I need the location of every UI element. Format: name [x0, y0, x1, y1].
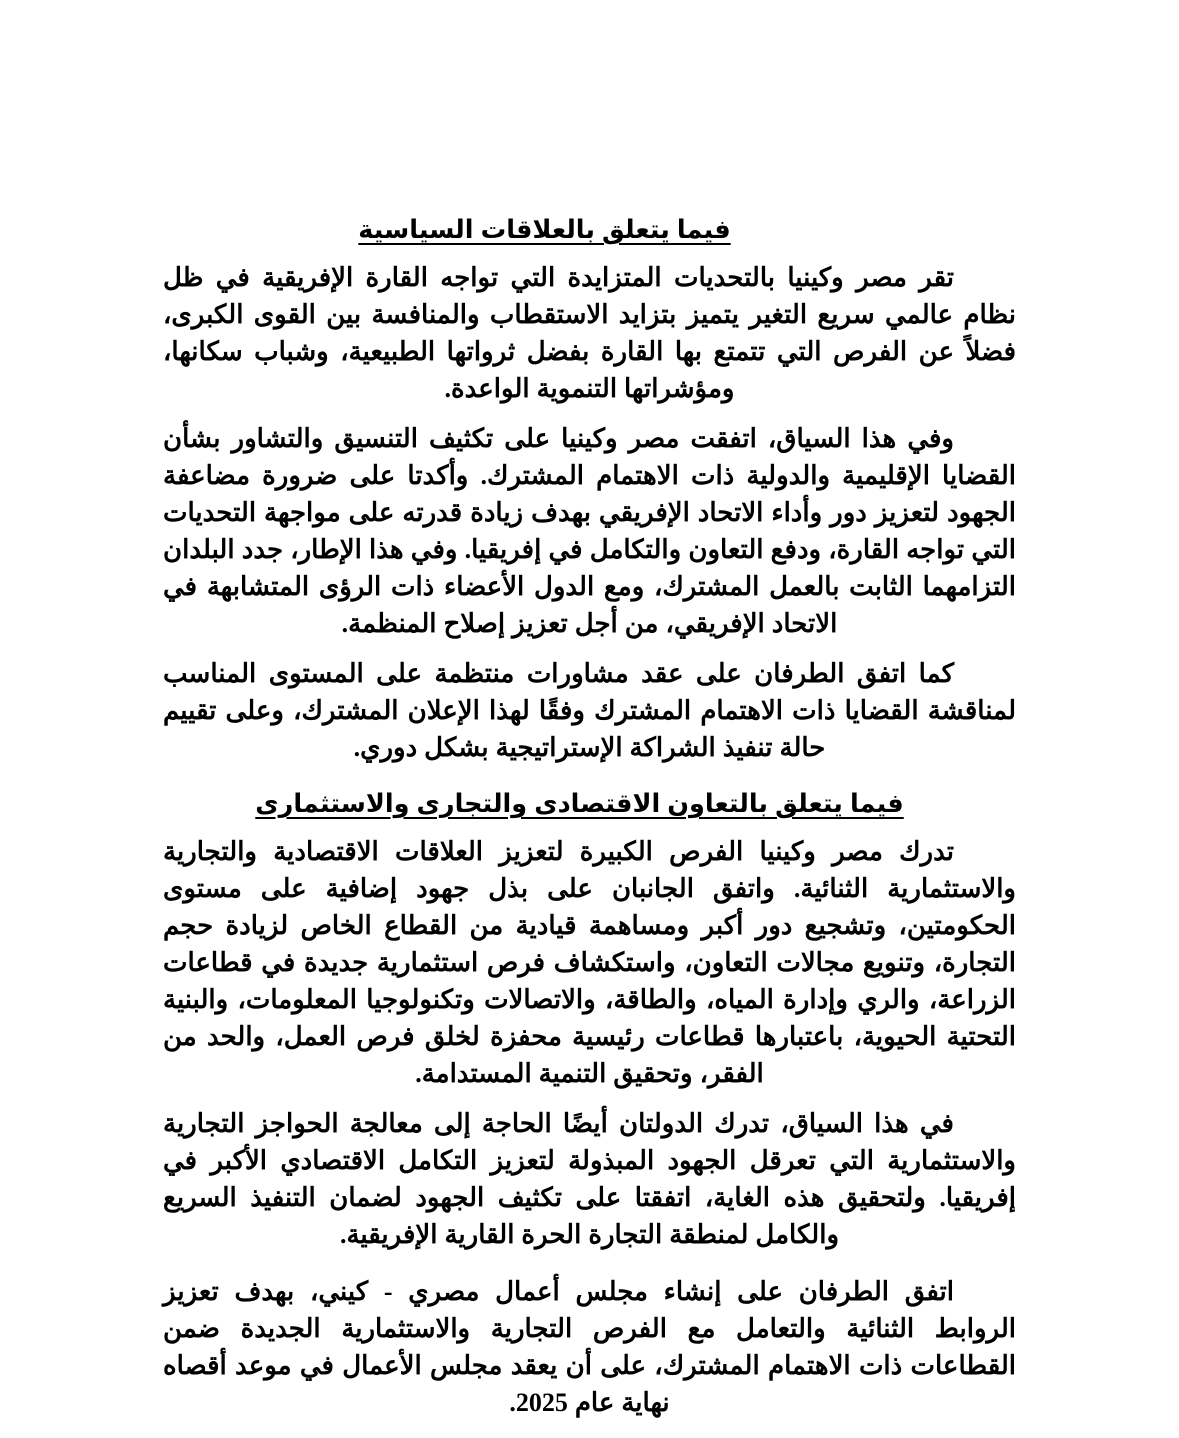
paragraph-regular-consultations: كما اتفق الطرفان على عقد مشاورات منتظمة على المستوى المناسب لمناقشة القضايا ذات الاهتمام المشترك وفقًا لهذا الإعلان المشترك، وعلى تقييم حالة تنفيذ الشراكة الإستراتيجية بشكل دوري.	[163, 659, 1016, 762]
paragraph-business-council: اتفق الطرفان على إنشاء مجلس أعمال مصري - كيني، بهدف تعزيز الروابط الثنائية والتعامل مع الفرص التجارية والاستثمارية الجديدة ضمن القطاعات ذات الاهتمام المشترك، على أن يعقد مجلس الأعمال في موعد أقصاه نهاية عام 2025.	[163, 1277, 1016, 1417]
paragraph-political-challenges: تقر مصر وكينيا بالتحديات المتزايدة التي تواجه القارة الإفريقية في ظل نظام عالمي سريع التغير يتميز بتزايد الاستقطاب والمنافسة بين القوى الكبرى، فضلاً عن الفرص التي تتمتع بها القارة بفضل ثرواتها الطبيعية، وشباب سكانها، ومؤشراتها التنموية الواعدة.	[163, 263, 1016, 403]
paragraph-coordination-consultation: وفي هذا السياق، اتفقت مصر وكينيا على تكثيف التنسيق والتشاور بشأن القضايا الإقليمية والدولية ذات الاهتمام المشترك. وأكدتا على ضرورة مضاعفة الجهود لتعزيز دور وأداء الاتحاد الإفريقي بهدف زيادة قدرته على مواجهة التحديات التي تواجه القارة، ودفع التعاون والتكامل في إفريقيا. وفي هذا الإطار، جدد البلدان التزامهما الثابت بالعمل المشترك، ومع الدول الأعضاء ذات الرؤى المتشابهة في الاتحاد الإفريقي، من أجل تعزيز إصلاح المنظمة.	[163, 424, 1016, 638]
paragraph-trade-barriers: في هذا السياق، تدرك الدولتان أيضًا الحاجة إلى معالجة الحواجز التجارية والاستثمارية التي تعرقل الجهود المبذولة لتعزيز التكامل الاقتصادي الأكبر في إفريقيا. ولتحقيق هذه الغاية، اتفقتا على تكثيف الجهود لضمان التنفيذ السريع والكامل لمنطقة التجارة الحرة القارية الإفريقية.	[163, 1109, 1016, 1249]
paragraph-economic-opportunities: تدرك مصر وكينيا الفرص الكبيرة لتعزيز العلاقات الاقتصادية والتجارية والاستثمارية الثنائية. واتفق الجانبان على بذل جهود إضافية على مستوى الحكومتين، وتشجيع دور أكبر ومساهمة قيادية من القطاع الخاص لزيادة حجم التجارة، وتنويع مجالات التعاون، واستكشاف فرص استثمارية جديدة في قطاعات الزراعة، والري وإدارة المياه، والطاقة، والاتصالات وتكنولوجيا المعلومات، والبنية التحتية الحيوية، باعتبارها قطاعات رئيسية محفزة لخلق فرص العمل، والحد من الفقر، وتحقيق التنمية المستدامة.	[163, 837, 1016, 1088]
section-heading-economic-trade-investment: فيما يتعلق بالتعاون الاقتصادى والتجارى والاستثمارى	[255, 790, 904, 818]
document-body	[163, 212, 1016, 1421]
section-heading-political-relations: فيما يتعلق بالعلاقات السياسية	[358, 216, 731, 244]
